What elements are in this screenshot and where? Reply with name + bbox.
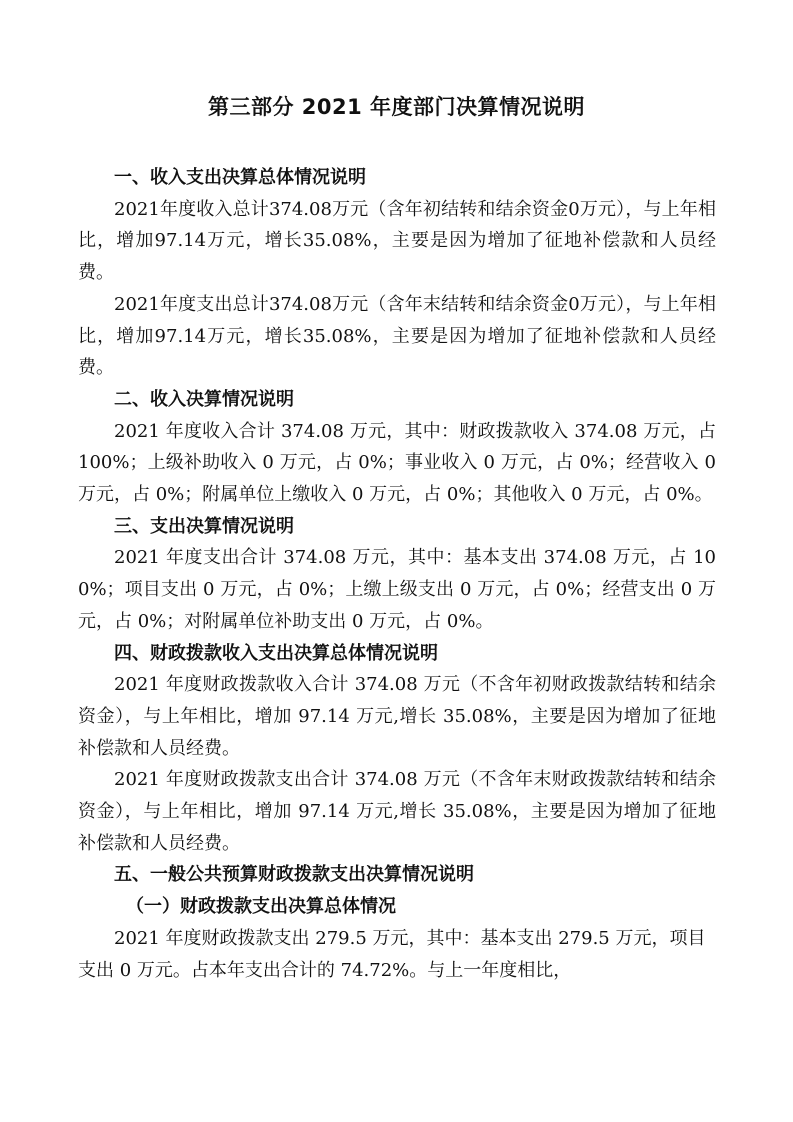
paragraph-income-total: 2021年度收入总计374.08万元（含年初结转和结余资金0万元），与上年相比，增加97.14万元，增长35.08%，主要是因为增加了征地补偿款和人员经费。 xyxy=(78,198,716,284)
section-heading-2: 二、收入决算情况说明 xyxy=(114,388,294,410)
paragraph-fiscal-income: 2021 年度财政拨款收入合计 374.08 万元（不含年初财政拨款结转和结余资金），与上年相比，增加 97.14 万元,增长 35.08%，主要是因为增加了征地补偿款和人员经费。 xyxy=(78,674,716,759)
section-heading-5: 五、一般公共预算财政拨款支出决算情况说明 xyxy=(114,864,474,886)
paragraph-expenditure-breakdown: 2021 年度支出合计 374.08 万元，其中：基本支出 374.08 万元，占 100%；项目支出 0 万元，占 0%；上缴上级支出 0 万元，占 0%；经营支出 0 万元，占 0%；对附属单位补助支出 0 万元，占 0%。 xyxy=(78,547,716,632)
paragraph-expenditure-total: 2021年度支出总计374.08万元（含年末结转和结余资金0万元），与上年相比，增加97.14万元，增长35.08%，主要是因为增加了征地补偿款和人员经费。 xyxy=(78,293,716,379)
section-heading-4: 四、财政拨款收入支出决算总体情况说明 xyxy=(114,642,438,664)
subsection-heading-1: （一）财政拨款支出决算总体情况 xyxy=(126,896,396,918)
paragraph-fiscal-expenditure-overview: 2021 年度财政拨款支出 279.5 万元，其中：基本支出 279.5 万元，项目支出 0 万元。占本年支出合计的 74.72%。与上一年度相比， xyxy=(78,927,706,981)
page-title: 第三部分 2021 年度部门决算情况说明 xyxy=(207,95,586,119)
document-body xyxy=(78,162,716,986)
section-heading-1: 一、收入支出决算总体情况说明 xyxy=(114,167,366,188)
paragraph-income-breakdown: 2021 年度收入合计 374.08 万元，其中：财政拨款收入 374.08 万元，占 100%；上级补助收入 0 万元，占 0%；事业收入 0 万元，占 0%；经营收入 0 万元，占 0%；附属单位上缴收入 0 万元，占 0%；其他收入 0 万元，占 0%。 xyxy=(78,420,716,506)
paragraph-fiscal-expenditure: 2021 年度财政拨款支出合计 374.08 万元（不含年末财政拨款结转和结余资金），与上年相比，增加 97.14 万元,增长 35.08%，主要是因为增加了征地补偿款和人员经费。 xyxy=(78,769,716,854)
section-heading-3: 三、支出决算情况说明 xyxy=(114,515,294,537)
